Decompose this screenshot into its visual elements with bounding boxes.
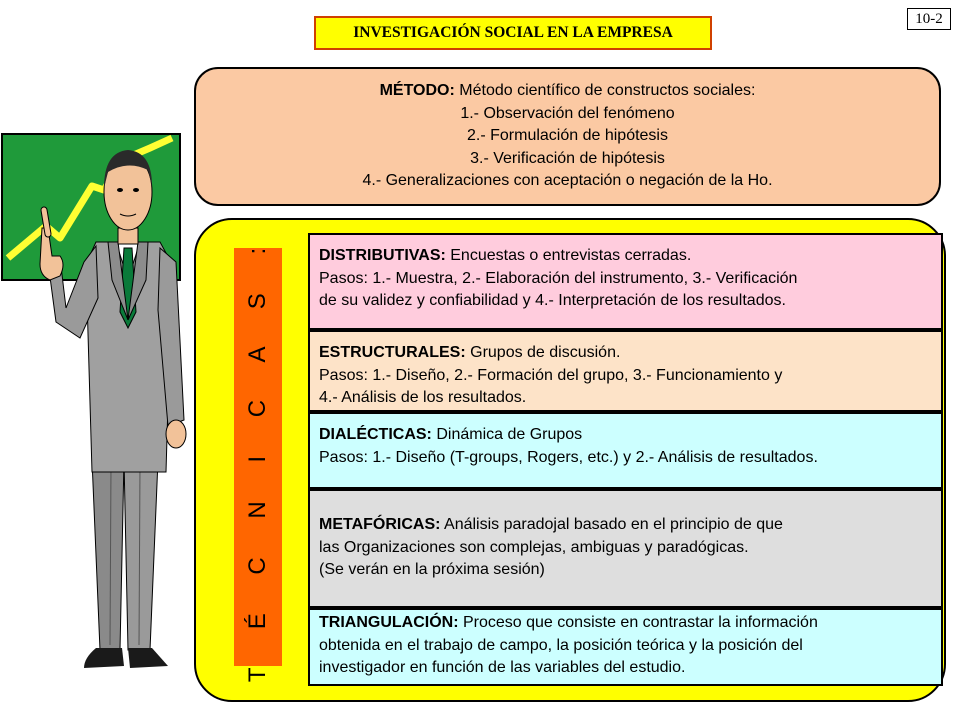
tecnicas-vertical-label (234, 231, 282, 683)
technique-line (319, 342, 941, 365)
technique-label: METAFÓRICAS: (319, 516, 441, 533)
technique-line (319, 514, 941, 537)
method-heading (196, 80, 939, 103)
technique-desc: Grupos de discusión. (465, 344, 621, 361)
technique-line: Pasos: 1.- Muestra, 2.- Elaboración del instrumento, 3.- Verificación (319, 269, 798, 287)
method-step: 2.- Formulación de hipótesis (467, 127, 668, 145)
technique-label: ESTRUCTURALES: (319, 344, 466, 361)
technique-desc: Encuestas o entrevistas cerradas. (445, 247, 692, 264)
technique-label: TRIANGULACIÓN: (319, 614, 459, 631)
tecnicas-label-text: T É C N I C A S : (244, 231, 271, 683)
technique-line (319, 612, 941, 635)
page-title-text: INVESTIGACIÓN SOCIAL EN LA EMPRESA (353, 24, 673, 41)
technique-line: investigador en función de las variables del estudio. (319, 659, 686, 677)
method-label: MÉTODO: (379, 82, 455, 99)
page-title (314, 16, 712, 50)
technique-line: obtenida en el trabajo de campo, la posición teórica y la posición del (319, 636, 803, 654)
technique-line: de su validez y confiabilidad y 4.- Interpretación de los resultados. (319, 292, 786, 310)
method-step: 3.- Verificación de hipótesis (470, 149, 665, 167)
businessman-pointing-growth-chart-icon (0, 130, 200, 720)
technique-metaforicas (308, 489, 943, 608)
technique-desc: Análisis paradojal basado en el principio de que (440, 516, 783, 533)
technique-dialecticas (308, 412, 943, 489)
technique-label: DISTRIBUTIVAS: (319, 247, 446, 264)
slide-number-text: 10-2 (915, 10, 943, 27)
method-step: 4.- Generalizaciones con aceptación o negación de la Ho. (362, 172, 773, 190)
technique-line: Pasos: 1.- Diseño (T-groups, Rogers, etc.) y 2.- Análisis de resultados. (319, 448, 818, 466)
technique-line: 4.- Análisis de los resultados. (319, 389, 527, 407)
technique-line: (Se verán en la próxima sesión) (319, 561, 545, 579)
technique-line (319, 424, 941, 447)
technique-line (319, 245, 941, 268)
technique-line: las Organizaciones son complejas, ambiguas y paradógicas. (319, 538, 749, 556)
technique-estructurales (308, 330, 943, 412)
method-intro: Método científico de constructos sociales: (454, 82, 756, 99)
method-box (194, 67, 941, 206)
technique-triangulacion (308, 608, 943, 686)
technique-desc: Proceso que consiste en contrastar la información (458, 614, 818, 631)
slide-number (907, 8, 951, 30)
technique-line: Pasos: 1.- Diseño, 2.- Formación del grupo, 3.- Funcionamiento y (319, 366, 783, 384)
technique-label: DIALÉCTICAS: (319, 426, 432, 443)
method-step: 1.- Observación del fenómeno (460, 104, 675, 122)
technique-desc: Dinámica de Grupos (431, 426, 583, 443)
technique-distributivas (308, 233, 943, 330)
